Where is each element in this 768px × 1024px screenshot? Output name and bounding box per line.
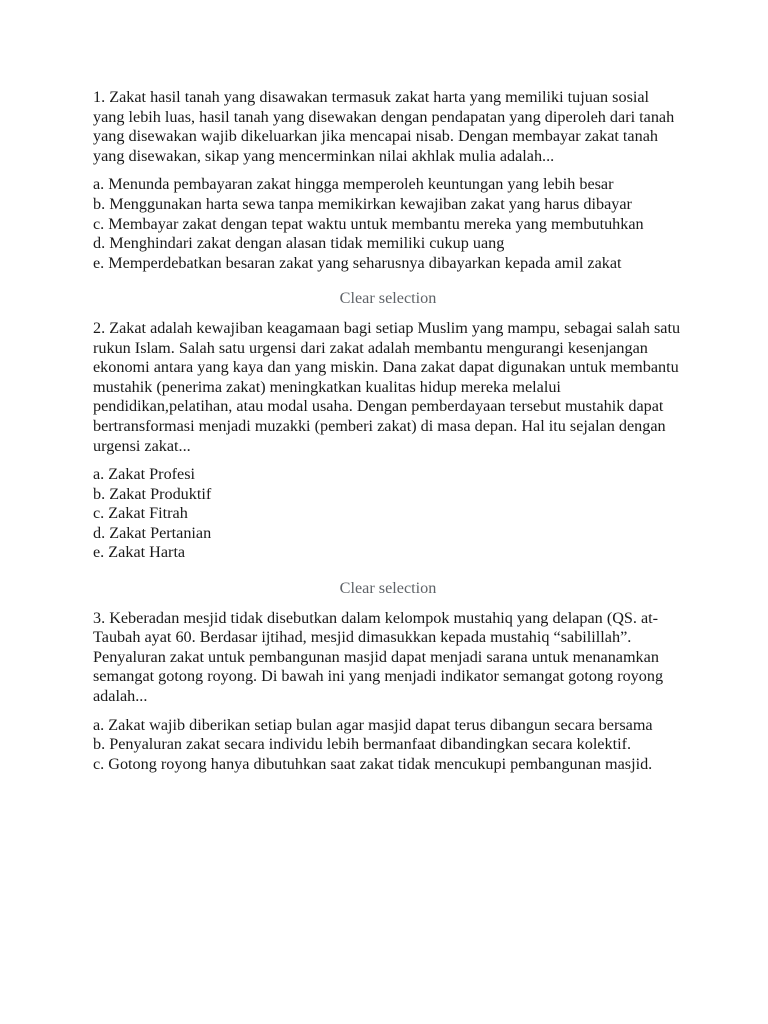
document-page <box>93 88 683 774</box>
option-b: b. Menggunakan harta sewa tanpa memikirkan kewajiban zakat yang harus dibayar <box>93 194 632 213</box>
option-list <box>93 716 683 775</box>
option-c: c. Gotong royong hanya dibutuhkan saat zakat tidak mencukupi pembangunan masjid. <box>93 754 653 773</box>
option-c: c. Membayar zakat dengan tepat waktu untuk membantu mereka yang membutuhkan <box>93 214 644 233</box>
clear-selection-button[interactable]: Clear selection <box>339 289 437 308</box>
question-text: 2. Zakat adalah kewajiban keagamaan bagi setiap Muslim yang mampu, sebagai salah satu rukun Islam. Salah satu urgensi dari zakat adalah membantu mengurangi kesenjangan ekonomi antara yang kaya dan yang miskin. Dana zakat dapat digunakan untuk membantu mustahik (penerima zakat) meningkatkan kualitas hidup mereka melalui pendidikan,pelatihan, atau modal usaha. Dengan pemberdayaan tersebut mustahik dapat bertransformasi menjadi muzakki (pemberi zakat) di masa depan. Hal itu sejalan dengan urgensi zakat... <box>93 318 681 455</box>
question-block-3 <box>93 609 683 775</box>
question-text: 1. Zakat hasil tanah yang disawakan termasuk zakat harta yang memiliki tujuan sosial yang lebih luas, hasil tanah yang disewakan dengan pendapatan yang diperoleh dari tanah yang disewakan wajib dikeluarkan jika mencapai nisab. Dengan membayar zakat tanah yang disewakan, sikap yang mencerminkan nilai akhlak mulia adalah... <box>93 88 675 165</box>
option-d: d. Menghindari zakat dengan alasan tidak memiliki cukup uang <box>93 234 505 253</box>
option-a: a. Menunda pembayaran zakat hingga memperoleh keuntungan yang lebih besar <box>93 175 614 194</box>
question-block-2 <box>93 319 683 599</box>
option-a: a. Zakat Profesi <box>93 465 196 484</box>
question-text: 3. Keberadan mesjid tidak disebutkan dalam kelompok mustahiq yang delapan (QS. at-Taubah ayat 60. Berdasar ijtihad, mesjid dimasukkan kepada mustahiq “sabilillah”. Penyaluran zakat untuk pembangunan masjid dapat menjadi sarana untuk menanamkan semangat gotong royong. Di bawah ini yang menjadi indikator semangat gotong royong adalah... <box>93 608 664 706</box>
option-list <box>93 465 683 563</box>
option-a: a. Zakat wajib diberikan setiap bulan agar masjid dapat terus dibangun secara bersama <box>93 715 653 734</box>
question-block-1 <box>93 88 683 309</box>
option-list <box>93 175 683 273</box>
option-b: b. Penyaluran zakat secara individu lebih bermanfaat dibandingkan secara kolektif. <box>93 735 632 754</box>
option-b: b. Zakat Produktif <box>93 484 212 503</box>
option-d: d. Zakat Pertanian <box>93 523 212 542</box>
option-e: e. Memperdebatkan besaran zakat yang seharusnya dibayarkan kepada amil zakat <box>93 253 622 272</box>
clear-selection-button[interactable]: Clear selection <box>339 579 437 598</box>
option-c: c. Zakat Fitrah <box>93 504 188 523</box>
option-e: e. Zakat Harta <box>93 543 186 562</box>
